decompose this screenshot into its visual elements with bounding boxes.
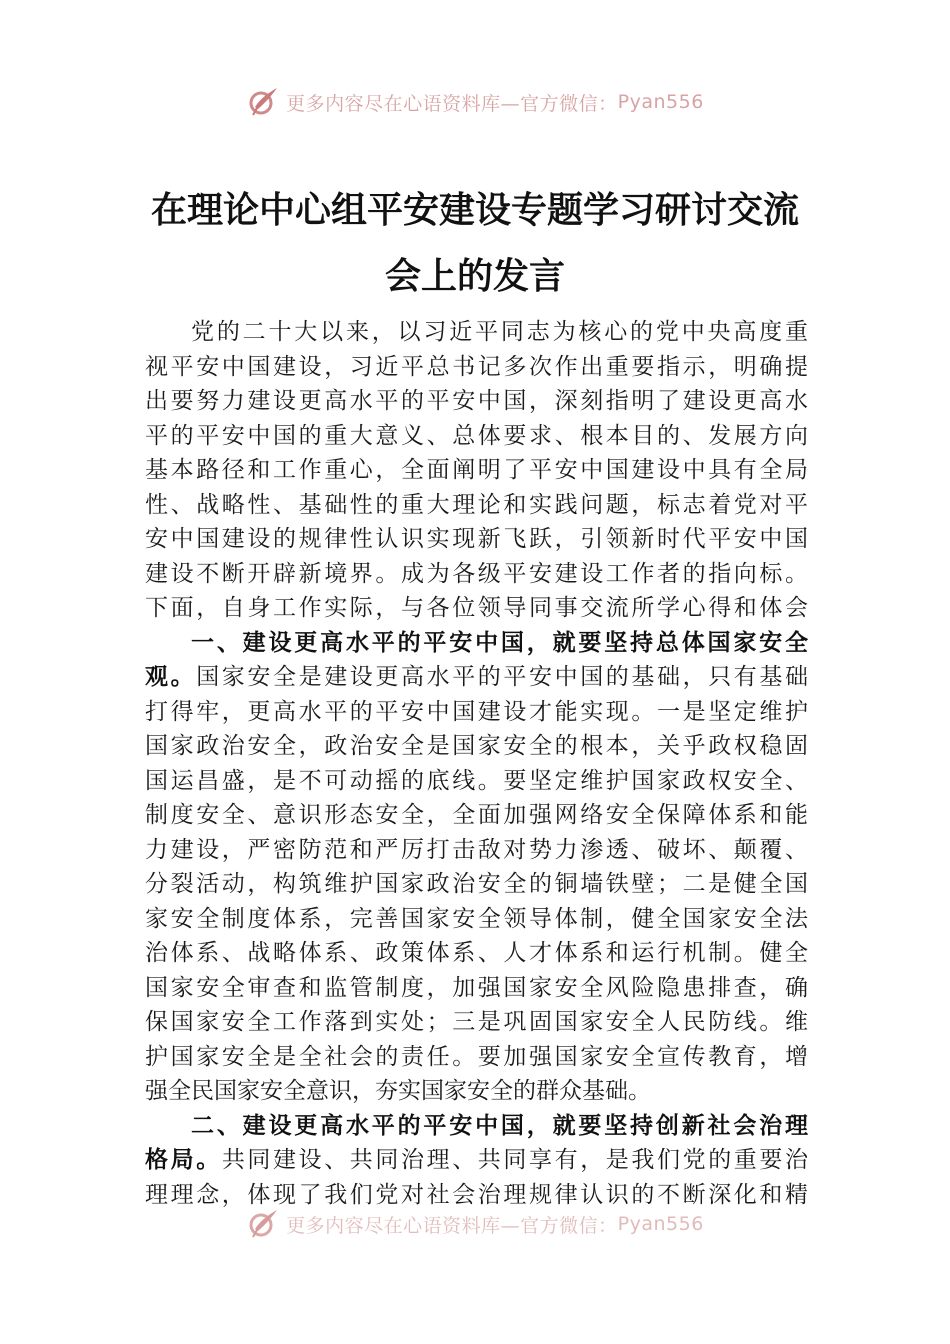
text-line: 理理念，体现了我们党对社会治理规律认识的不断深化和精 [145, 1181, 808, 1208]
text-line: 平的平安中国的重大意义、总体要求、根本目的、发展方向 [145, 422, 808, 449]
text-line: 护国家安全是全社会的责任。要加强国家安全宣传教育，增 [145, 1043, 808, 1070]
section-heading-2: 二、建设更高水平的平安中国，就要坚持创新社会治理 [191, 1111, 808, 1139]
watermark-footer [0, 1206, 950, 1242]
text-line: 建设不断开辟新境界。成为各级平安建设工作者的指向标。 [145, 560, 808, 587]
text-line: 打得牢，更高水平的平安中国建设才能实现。一是坚定维护 [145, 698, 808, 725]
text-line: 保国家安全工作落到实处；三是巩固国家安全人民防线。维 [145, 1009, 808, 1035]
watermark-text: 更多内容尽在心语资料库—官方微信： [286, 1214, 618, 1237]
watermark-wechat-id: Pyan556 [617, 1213, 704, 1235]
document-body [145, 315, 808, 1221]
section-heading-1: 一、建设更高水平的平安中国，就要坚持总体国家安全 [191, 628, 808, 656]
text-line: 观。国家安全是建设更高水平的平安中国的基础，只有基础 [145, 663, 808, 690]
text-line: 国运昌盛，是不可动摇的底线。要坚定维护国家政权安全、 [145, 767, 808, 794]
text-line: 基本路径和工作重心，全面阐明了平安中国建设中具有全局 [145, 457, 808, 483]
text-line: 出要努力建设更高水平的平安中国，深刻指明了建设更高水 [145, 388, 808, 414]
watermark-header [0, 84, 950, 120]
quill-logo-icon [246, 85, 280, 119]
text-line: 治体系、战略体系、政策体系、人才体系和运行机制。健全 [145, 940, 808, 966]
text-line: 视平安中国建设，习近平总书记多次作出重要指示，明确提 [145, 353, 808, 380]
text-line: 力建设，严密防范和严厉打击敌对势力渗透、破坏、颠覆、 [145, 836, 808, 863]
text-line: 党的二十大以来，以习近平同志为核心的党中央高度重 [191, 319, 808, 345]
text-line: 国家安全审查和监管制度，加强国家安全风险隐患排查，确 [145, 974, 808, 1001]
quill-logo-icon [246, 1207, 280, 1241]
text-line: 家安全制度体系，完善国家安全领导体制，健全国家安全法 [145, 905, 808, 932]
text-line: 格局。共同建设、共同治理、共同享有，是我们党的重要治 [145, 1146, 808, 1173]
text-line: 强全民国家安全意识，夯实国家安全的群众基础。 [145, 1078, 651, 1104]
document-title-line-1: 在理论中心组平安建设专题学习研讨交流 [150, 189, 799, 231]
watermark-text: 更多内容尽在心语资料库—官方微信： [286, 92, 618, 115]
text-line: 国家政治安全，政治安全是国家安全的根本，关乎政权稳固 [145, 733, 808, 759]
text-line: 下面，自身工作实际，与各位领导同事交流所学心得和体会 [145, 595, 808, 621]
document-title-line-2: 会上的发言 [384, 255, 565, 297]
text-line: 分裂活动，构筑维护国家政治安全的铜墙铁壁；二是健全国 [145, 871, 808, 897]
text-line: 安中国建设的规律性认识实现新飞跃，引领新时代平安中国 [145, 526, 808, 552]
watermark-wechat-id: Pyan556 [617, 91, 704, 113]
text-line: 制度安全、意识形态安全，全面加强网络安全保障体系和能 [145, 802, 808, 828]
text-line: 性、战略性、基础性的重大理论和实践问题，标志着党对平 [145, 491, 808, 518]
